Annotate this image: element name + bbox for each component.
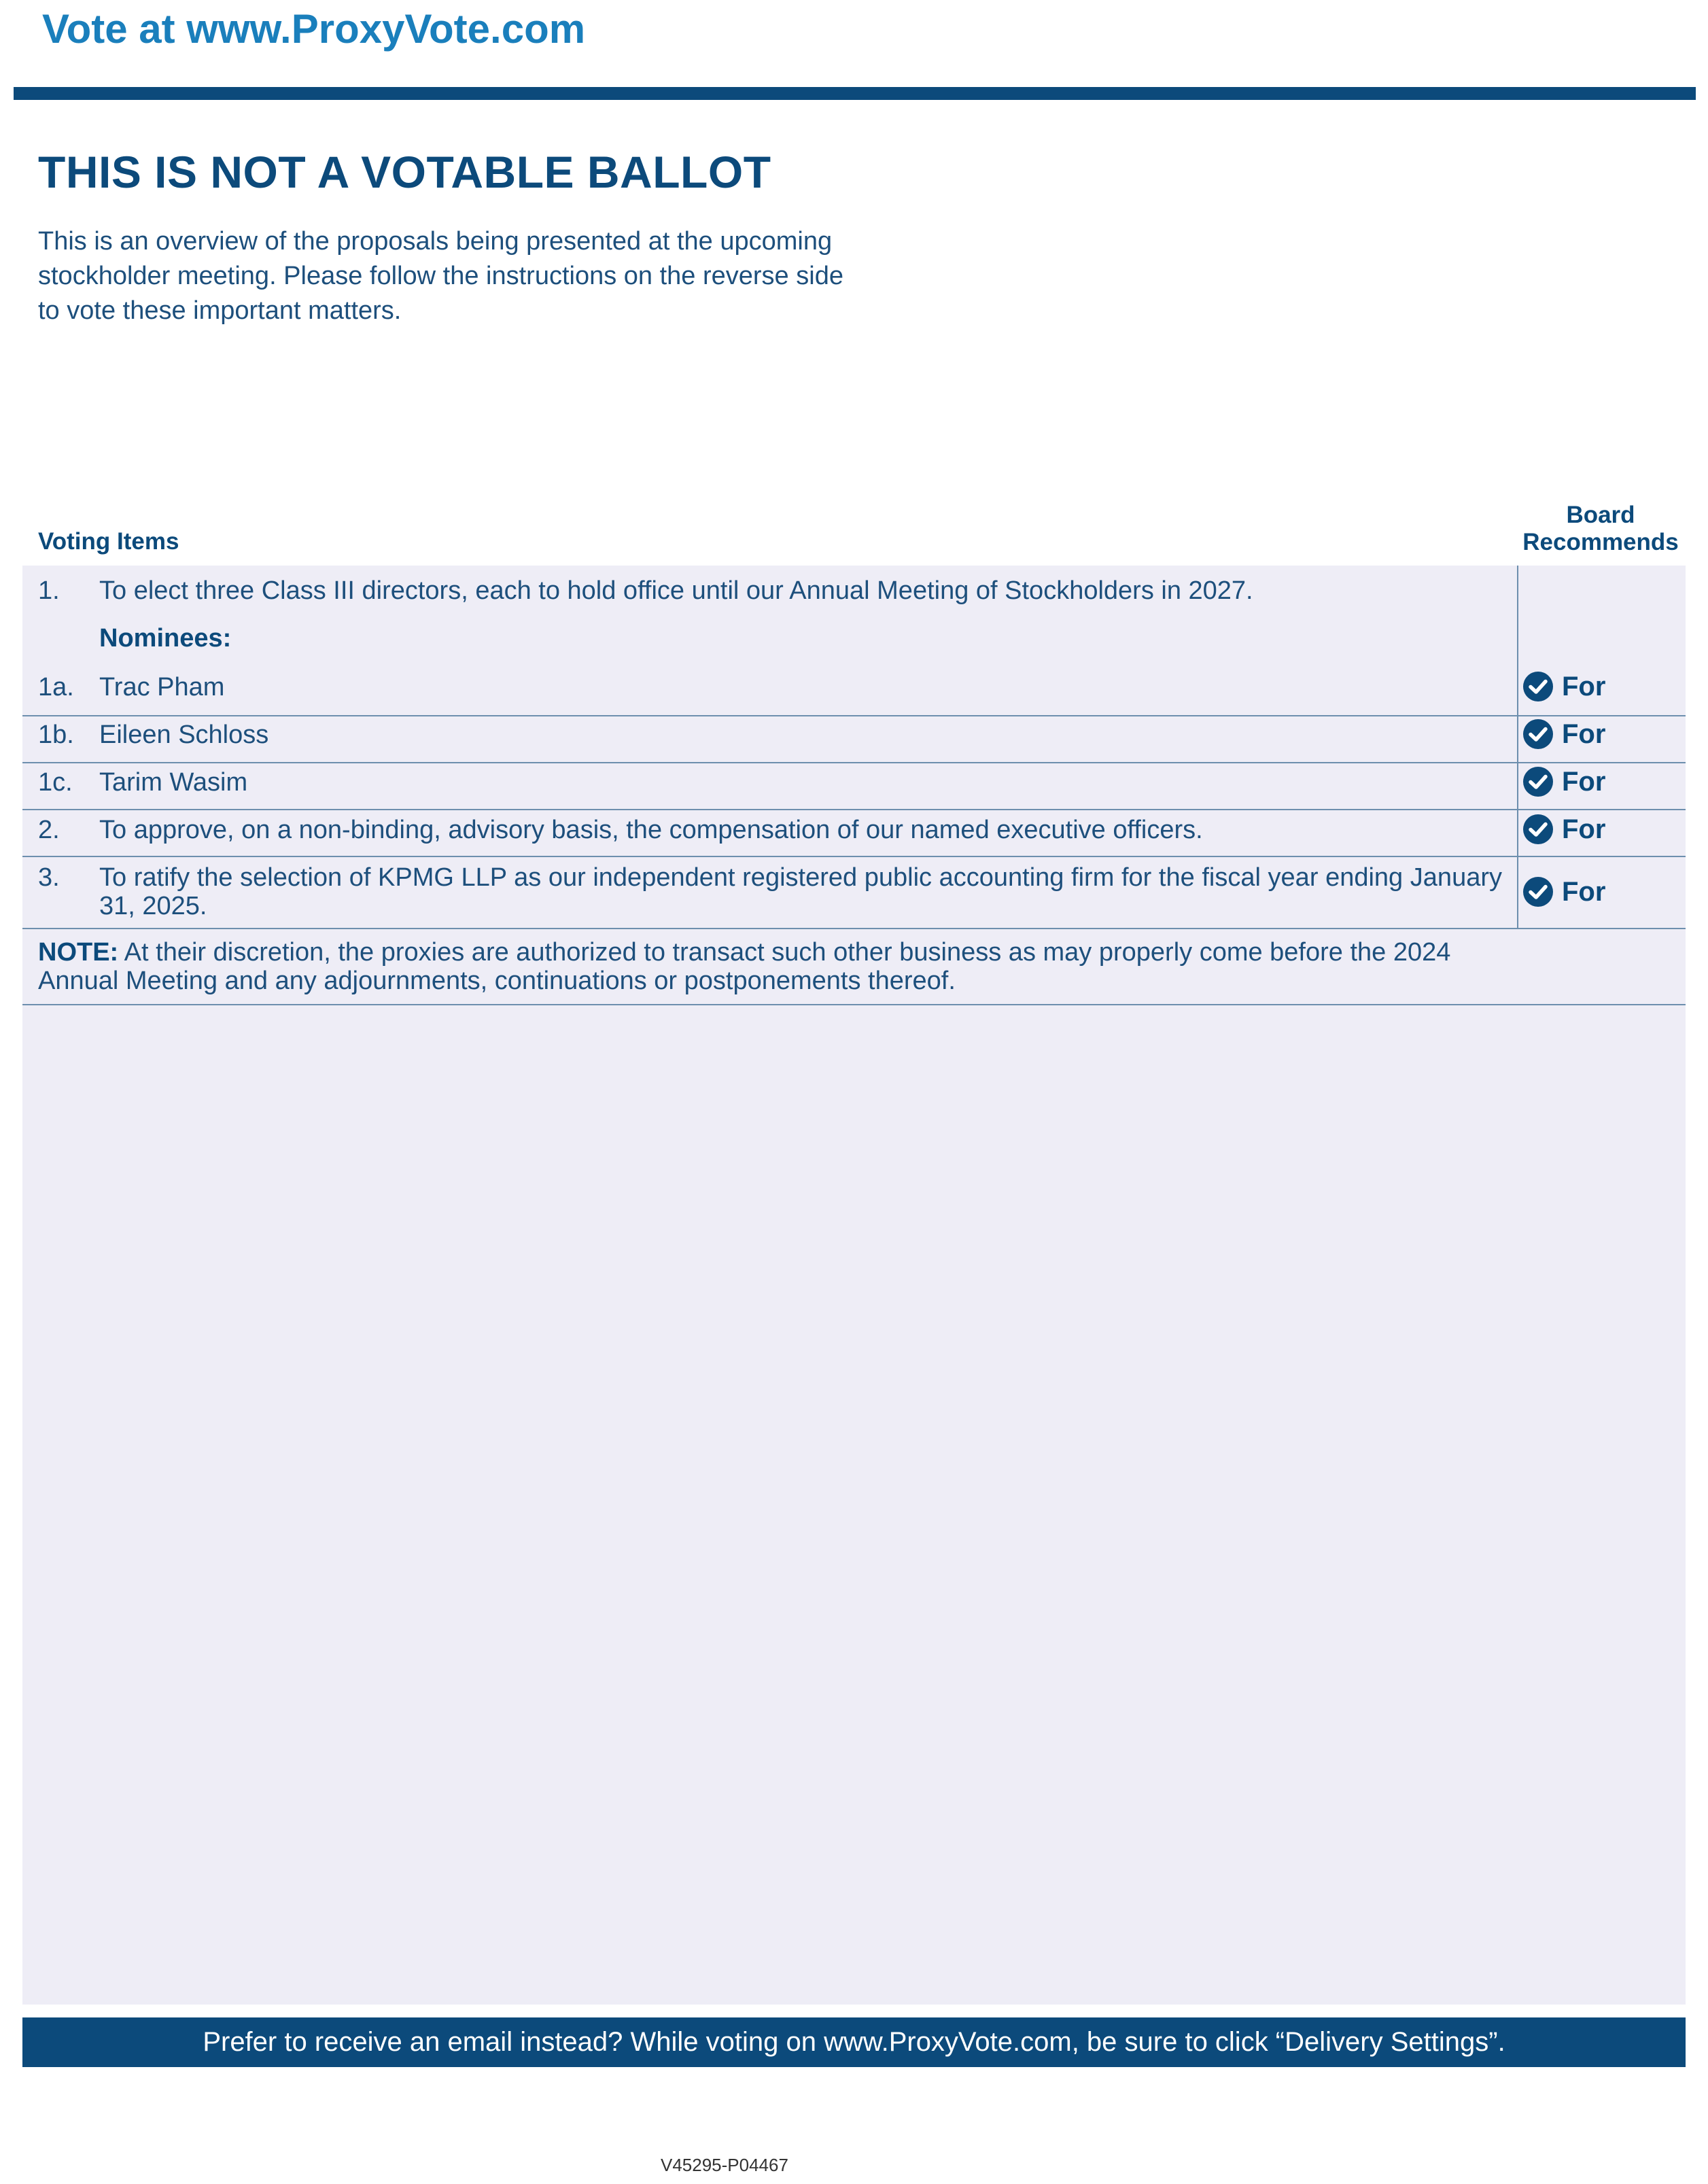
check-circle-icon — [1522, 876, 1554, 907]
recommendation-label: For — [1562, 718, 1606, 749]
column-header-voting-items: Voting Items — [38, 528, 179, 555]
footer-banner — [22, 2017, 1686, 2067]
recommendation-label: For — [1562, 876, 1606, 907]
row-divider — [22, 928, 1686, 929]
header-title: Vote at www.ProxyVote.com — [42, 6, 586, 52]
row-divider — [22, 762, 1686, 763]
row-divider — [22, 1004, 1686, 1005]
item-number: 1a. — [38, 673, 74, 701]
recommendation — [1522, 875, 1605, 909]
check-circle-icon — [1522, 671, 1554, 702]
check-circle-icon — [1522, 718, 1554, 750]
recommendation-label: For — [1562, 814, 1606, 844]
column-header-board-line2: Recommends — [1522, 529, 1679, 555]
recommendation-label: For — [1562, 671, 1606, 701]
row-divider — [22, 715, 1686, 716]
intro-text: This is an overview of the proposals being presented at the upcoming stockholder meeting. Please follow the instructions on the reverse side to vote these important matters. — [38, 227, 843, 325]
nominees-label: Nominees: — [99, 624, 232, 653]
item-number: 1c. — [38, 768, 73, 797]
nominee-name: Tarim Wasim — [99, 768, 248, 797]
item-number: 1b. — [38, 721, 74, 749]
check-circle-icon — [1522, 814, 1554, 845]
footer-text: Prefer to receive an email instead? While voting on www.ProxyVote.com, be sure to click “Delivery Settings”. — [203, 2027, 1505, 2057]
row-divider — [22, 809, 1686, 810]
document-code: V45295-P04467 — [661, 2155, 788, 2175]
recommendation-label: For — [1562, 766, 1606, 797]
recommendation — [1522, 717, 1605, 751]
voting-items-panel — [22, 566, 1686, 2005]
row-divider — [22, 856, 1686, 857]
note-text: At their discretion, the proxies are authorized to transact such other business as may properly come before the 2024 Annual Meeting and any adjournments, continuations or postponements thereof. — [38, 938, 1451, 995]
page-title: THIS IS NOT A VOTABLE BALLOT — [38, 147, 771, 197]
item-text: To approve, on a non-binding, advisory basis, the compensation of our named executive officers. — [99, 816, 1203, 844]
column-header-board-recommends — [1517, 502, 1684, 556]
nominee-name: Trac Pham — [99, 673, 225, 701]
item-number: 3. — [38, 863, 60, 892]
column-header-board-line1: Board — [1566, 502, 1635, 528]
item-number: 1. — [38, 576, 60, 605]
note-label: NOTE: — [38, 938, 119, 967]
recommendation — [1522, 765, 1605, 799]
recommendation — [1522, 670, 1605, 704]
item-text: To ratify the selection of KPMG LLP as our independent registered public accounting firm for the fiscal year ending January 31, 2025. — [99, 863, 1502, 920]
nominee-name: Eileen Schloss — [99, 721, 269, 749]
item-number: 2. — [38, 816, 60, 844]
note — [38, 938, 1533, 995]
check-circle-icon — [1522, 766, 1554, 797]
column-divider — [1517, 566, 1518, 928]
item-text: To elect three Class III directors, each to hold office until our Annual Meeting of Stockholders in 2027. — [99, 576, 1253, 605]
recommendation — [1522, 812, 1605, 846]
header-rule — [14, 87, 1696, 100]
